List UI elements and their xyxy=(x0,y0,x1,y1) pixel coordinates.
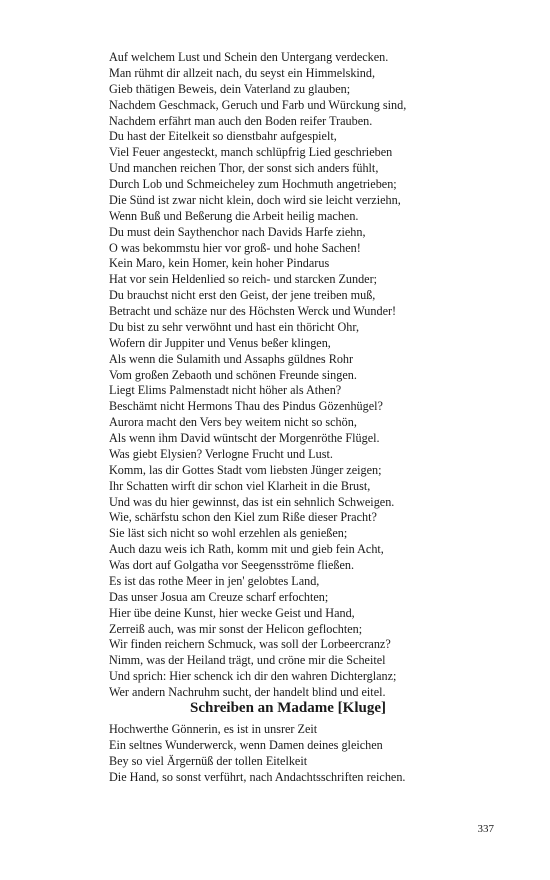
verse-line: Und sprich: Hier schenck ich dir den wahren Dichterglanz; xyxy=(109,669,397,684)
verse-line: Zerreiß auch, was mir sonst der Helicon geflochten; xyxy=(109,621,363,636)
verse-line: Die Hand, so sonst verführt, nach Andachtsschriften reichen. xyxy=(109,769,406,784)
verse-line: Was dort auf Golgatha vor Seegensströme fließen. xyxy=(109,558,355,572)
letter-poem-text xyxy=(109,722,469,786)
verse-line: Bey so viel Ärgernüß der tollen Eitelkeit xyxy=(109,753,308,768)
verse-line: Du must dein Saythenchor nach Davids Harfe ziehn, xyxy=(109,224,366,239)
verse-line: Du hast der Eitelkeit so dienstbahr aufgespielt, xyxy=(109,129,337,144)
section-heading: Schreiben an Madame [Kluge] xyxy=(190,700,386,716)
verse-line: Ein seltnes Wunderwerck, wenn Damen deines gleichen xyxy=(109,737,383,752)
verse-line: Nachdem erfährt man auch den Boden reifer Trauben. xyxy=(109,113,373,128)
verse-line: Hier übe deine Kunst, hier wecke Geist und Hand, xyxy=(109,605,355,620)
verse-line: Nachdem Geschmack, Geruch und Farb und Würckung sind, xyxy=(109,97,407,112)
verse-line: Nimm, was der Heiland trägt, und cröne mir die Scheitel xyxy=(109,653,386,668)
verse-line: Als wenn die Sulamith und Assaphs güldnes Rohr xyxy=(109,351,354,366)
verse-line: Gieb thätigen Beweis, dein Vaterland zu glauben; xyxy=(109,81,351,96)
page-number: 337 xyxy=(477,823,494,835)
verse-line: Aurora macht den Vers bey weitem nicht so schön, xyxy=(109,415,357,430)
verse-line: O was bekommstu hier vor groß- und hohe Sachen! xyxy=(109,240,361,255)
verse-line: Was giebt Elysien? Verlogne Frucht und Lust. xyxy=(109,446,333,461)
verse-line: Ihr Schatten wirft dir schon viel Klarheit in die Brust, xyxy=(109,478,371,493)
verse-line: Wer andern Nachruhm sucht, der handelt blind und eitel. xyxy=(109,685,386,699)
verse-line: Die Sünd ist zwar nicht klein, doch wird sie leicht verziehn, xyxy=(109,192,401,207)
verse-line: Du bist zu sehr verwöhnt und hast ein thöricht Ohr, xyxy=(109,319,359,334)
verse-line: Hat vor sein Heldenlied so reich- und starcken Zunder; xyxy=(109,272,378,287)
verse-line: Und manchen reichen Thor, der sonst sich anders fühlt, xyxy=(109,161,379,176)
verse-line: Man rühmt dir allzeit nach, du seyst ein Himmelskind, xyxy=(109,65,376,80)
verse-line: Durch Lob und Schmeicheley zum Hochmuth angetrieben; xyxy=(109,177,397,191)
verse-line: Sie läst sich nicht so wohl erzehlen als genießen; xyxy=(109,526,348,541)
verse-line: Wofern dir Juppiter und Venus beßer klingen, xyxy=(109,335,331,350)
verse-line: Es ist das rothe Meer in jen' gelobtes Land, xyxy=(109,573,320,588)
verse-line: Vom großen Zebaoth und schönen Freunde singen. xyxy=(109,367,357,382)
verse-line: Komm, las dir Gottes Stadt vom liebsten Jünger zeigen; xyxy=(109,462,382,477)
verse-line: Liegt Elims Palmenstadt nicht höher als Athen? xyxy=(109,383,342,398)
poem-text xyxy=(109,50,469,701)
verse-line: Auf welchem Lust und Schein den Untergang verdecken. xyxy=(109,50,389,64)
verse-line: Wenn Buß und Beßerung die Arbeit heilig machen. xyxy=(109,208,359,223)
verse-line: Du brauchst nicht erst den Geist, der jene treiben muß, xyxy=(109,288,376,303)
verse-line: Wie, schärfstu schon den Kiel zum Riße dieser Pracht? xyxy=(109,510,377,525)
verse-line: Das unser Josua am Creuze scharf erfochten; xyxy=(109,589,329,604)
verse-line: Hochwerthe Gönnerin, es ist in unsrer Zeit xyxy=(109,722,318,736)
verse-line: Beschämt nicht Hermons Thau des Pindus Gözenhügel? xyxy=(109,399,383,414)
verse-line: Als wenn ihm David wüntscht der Morgenröthe Flügel. xyxy=(109,431,380,445)
verse-line: Viel Feuer angesteckt, manch schlüpfrig Lied geschrieben xyxy=(109,145,393,160)
verse-line: Kein Maro, kein Homer, kein hoher Pindarus xyxy=(109,256,330,271)
verse-line: Betracht und schäze nur des Höchsten Werck und Wunder! xyxy=(109,304,397,318)
verse-line: Auch dazu weis ich Rath, komm mit und gieb fein Acht, xyxy=(109,542,384,557)
verse-line: Und was du hier gewinnst, das ist ein sehnlich Schweigen. xyxy=(109,494,395,509)
verse-line: Wir finden reichern Schmuck, was soll der Lorbeercranz? xyxy=(109,637,391,652)
